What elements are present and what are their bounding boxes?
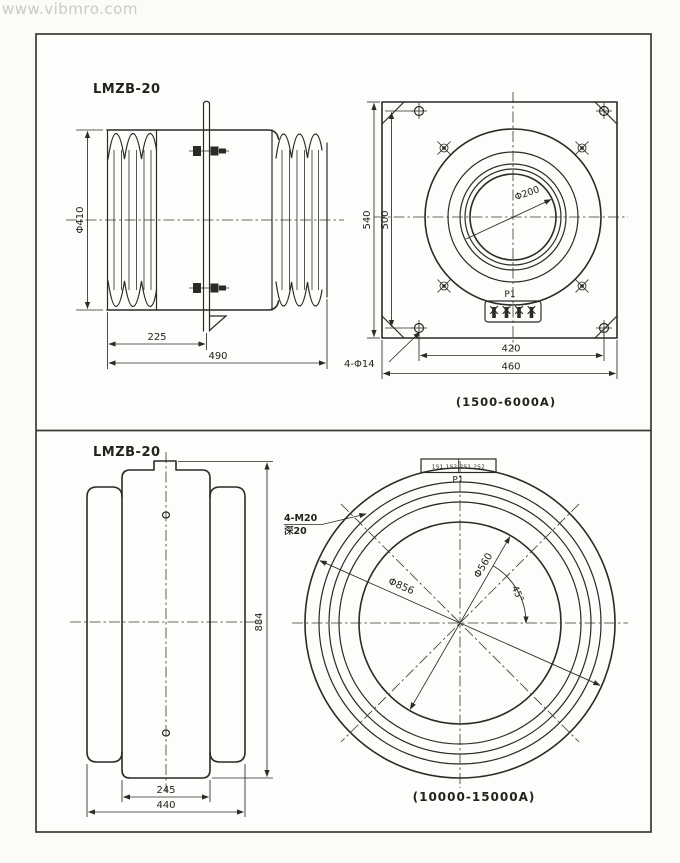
top-model-label: LMZB-20	[93, 82, 161, 97]
dim-245-label: 245	[156, 785, 176, 796]
dim-460-label: 460	[501, 361, 521, 373]
angle-45-label: 45°	[508, 583, 526, 604]
callout-4-phi14-label: 4-Φ14	[344, 359, 375, 370]
dim-phi200-label: Φ200	[513, 184, 542, 204]
dim-420-label: 420	[501, 343, 521, 355]
bottom-model-label: LMZB-20	[93, 445, 161, 460]
dim-490-label: 490	[208, 351, 228, 362]
drawing-frame	[36, 34, 651, 832]
top-rating-label: (1500-6000A)	[455, 395, 557, 409]
dim-225-label: 225	[147, 332, 167, 343]
watermark-text: www.vibmro.com	[2, 0, 138, 18]
dim-phi560-label: Φ560	[472, 551, 496, 581]
dim-540-label: 540	[362, 210, 373, 230]
dim-phi856-label: Φ856	[386, 576, 416, 598]
terminal-markings-label: 1S1 1S2 2S1 2S2	[431, 464, 486, 471]
dim-phi410-label: Φ410	[75, 206, 86, 234]
dim-440-label: 440	[156, 800, 176, 811]
bottom-rating-label: (10000-15000A)	[412, 790, 536, 804]
terminal-p1-label: P1	[452, 475, 464, 486]
dim-884-label: 884	[254, 612, 265, 632]
callout-depth-label: 深20	[284, 526, 307, 537]
callout-4-m20-label: 4-M20	[284, 513, 318, 524]
terminal-p1-label: P1	[504, 290, 516, 300]
dim-500-label: 500	[380, 210, 391, 230]
